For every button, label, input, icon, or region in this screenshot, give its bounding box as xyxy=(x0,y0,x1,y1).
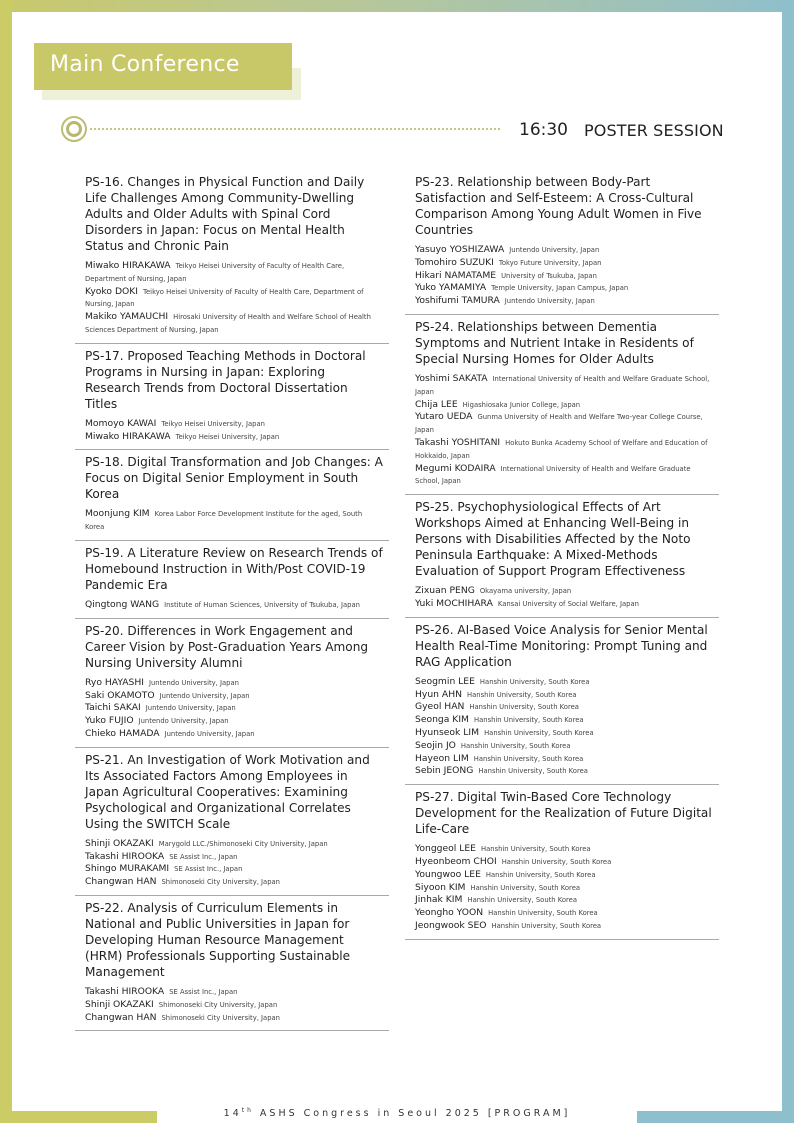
author-affiliation: Hanshin University, South Korea xyxy=(501,857,612,866)
author-affiliation: University of Tsukuba, Japan xyxy=(501,271,597,280)
author-line xyxy=(415,373,713,399)
author-line xyxy=(415,244,713,257)
author-name: Moonjung KIM xyxy=(85,508,150,520)
author-line xyxy=(85,286,383,312)
right-column xyxy=(405,170,719,940)
author-line xyxy=(85,431,383,444)
author-affiliation: Hanshin University, South Korea xyxy=(484,728,594,737)
author-name: Yuko YAMAMIYA xyxy=(415,282,487,294)
author-line xyxy=(85,508,383,534)
session-time: 16:30 xyxy=(519,120,568,140)
poster-title: PS-20. Differences in Work Engagement and Career Vision by Post-Graduation Years Among Nursing University Alumni xyxy=(85,623,369,670)
author-line xyxy=(415,257,713,270)
poster-title: PS-19. A Literature Review on Research Trends of Homebound Instruction in With/Post COVID-19 Pandemic Era xyxy=(85,545,383,592)
author-line xyxy=(415,282,713,295)
author-name: Changwan HAN xyxy=(85,1011,157,1023)
author-affiliation: Hanshin University, South Korea xyxy=(480,845,591,854)
author-affiliation: Hanshin University, South Korea xyxy=(479,677,590,686)
author-line xyxy=(415,765,713,778)
author-name: Youngwoo LEE xyxy=(415,868,481,880)
author-affiliation: International University of Health and Welfare Graduate School, Japan xyxy=(415,464,691,486)
author-affiliation: Hanshin University, South Korea xyxy=(488,909,598,918)
author-name: Takashi HIROOKA xyxy=(85,850,165,862)
poster-entry xyxy=(405,170,719,315)
author-name: Siyoon KIM xyxy=(415,881,466,893)
dotted-divider xyxy=(90,128,500,130)
author-name: Chija LEE xyxy=(415,398,458,410)
author-name: Shingo MURAKAMI xyxy=(85,863,170,875)
author-name: Yasuyo YOSHIZAWA xyxy=(415,244,505,255)
author-affiliation: SE Assist Inc., Japan xyxy=(174,865,243,874)
author-name: Yeongho YOON xyxy=(415,907,484,919)
author-line xyxy=(85,702,383,715)
top-border xyxy=(0,0,794,12)
page-footer xyxy=(0,1107,794,1119)
author-affiliation: Shimonoseki City University, Japan xyxy=(161,1013,280,1022)
author-name: Zixuan PENG xyxy=(415,585,475,597)
author-affiliation: Korea Labor Force Development Institute for the aged, South Korea xyxy=(85,510,363,532)
author-name: Hyun AHN xyxy=(415,688,462,700)
author-affiliation: International University of Health and Welfare Graduate School, Japan xyxy=(415,374,710,396)
author-name: Tomohiro SUZUKI xyxy=(415,256,494,268)
author-affiliation: Juntendo University, Japan xyxy=(148,678,239,687)
author-line xyxy=(85,838,383,851)
author-affiliation: Teikyo Heisei University of Faculty of Health Care, Department of Nursing, Japan xyxy=(85,262,345,283)
author-name: Seogmin LEE xyxy=(415,675,475,687)
author-affiliation: Juntendo University, Japan xyxy=(164,729,255,738)
poster-title: PS-17. Proposed Teaching Methods in Doctoral Programs in Nursing in Japan: Exploring Research Trends from Doctoral Dissertation Titles xyxy=(85,348,366,411)
author-name: Hyunseok LIM xyxy=(415,726,480,738)
footer-ordinal: th xyxy=(241,1107,254,1114)
author-name: Yoshifumi TAMURA xyxy=(415,295,500,307)
author-affiliation: Juntendo University, Japan xyxy=(145,704,236,713)
author-line xyxy=(415,676,713,689)
poster-title: PS-27. Digital Twin-Based Core Technology Development for the Realization of Future Digital Life-Care xyxy=(415,790,712,837)
author-name: Makiko YAMAUCHI xyxy=(85,311,169,323)
author-line xyxy=(85,715,383,728)
left-column xyxy=(75,170,389,1031)
author-affiliation: Kansai University of Social Welfare, Japan xyxy=(497,599,639,608)
poster-title: PS-26. AI-Based Voice Analysis for Senior Mental Health Real-Time Monitoring: Prompt Tuning and RAG Application xyxy=(415,622,708,669)
author-affiliation: Institute of Human Sciences, University of Tsukuba, Japan xyxy=(164,600,360,609)
author-line xyxy=(85,1012,383,1025)
author-name: Jinhak KIM xyxy=(415,894,463,906)
poster-title: PS-25. Psychophysiological Effects of Art Workshops Aimed at Enhancing Well-Being in Persons with Disabilities Affected by the Noto Peninsula Earthquake: A Mixed-Methods Evaluation of Support Program Effectiveness xyxy=(415,500,691,579)
author-name: Kyoko DOKI xyxy=(85,285,138,297)
poster-title: PS-21. An Investigation of Work Motivation and Its Associated Factors Among Employees in Japan Agricultural Cooperatives: Examining Psychological and Organizational Correlates Using the SWITCH Scale xyxy=(85,752,370,831)
right-border xyxy=(782,0,794,1123)
poster-entry xyxy=(75,619,389,748)
author-line xyxy=(415,399,713,412)
author-affiliation: SE Assist Inc., Japan xyxy=(169,987,238,996)
author-name: Chieko HAMADA xyxy=(85,727,160,739)
session-title: POSTER SESSION xyxy=(584,121,724,140)
author-affiliation: Higashiosaka Junior College, Japan xyxy=(462,400,581,409)
poster-entry xyxy=(405,495,719,618)
author-name: Hayeon LIM xyxy=(415,752,469,764)
author-name: Miwako HIRAKAWA xyxy=(85,260,171,271)
author-affiliation: Marygold LLC./Shimonoseki City University, Japan xyxy=(158,839,328,848)
author-line xyxy=(415,894,713,907)
author-line xyxy=(415,882,713,895)
author-line xyxy=(415,411,713,437)
author-line xyxy=(415,740,713,753)
author-line xyxy=(415,437,713,463)
author-affiliation: Juntendo University, Japan xyxy=(504,297,595,306)
author-affiliation: Teikyo Heisei University, Japan xyxy=(161,419,265,428)
session-ring-inner-icon xyxy=(66,121,82,137)
poster-entry xyxy=(75,748,389,896)
author-name: Momoyo KAWAI xyxy=(85,417,157,429)
author-line xyxy=(85,851,383,864)
author-name: Yuki MOCHIHARA xyxy=(415,597,493,609)
author-name: Shinji OKAZAKI xyxy=(85,837,154,849)
poster-entry xyxy=(75,541,389,619)
author-affiliation: Hokuto Bunka Academy School of Welfare and Education of Hokkaido, Japan xyxy=(415,438,708,460)
poster-entry xyxy=(75,450,389,541)
footer-text: ASHS Congress in Seoul 2025 [PROGRAM] xyxy=(253,1108,571,1120)
author-name: Takashi YOSHITANI xyxy=(415,436,501,448)
section-banner-title: Main Conference xyxy=(50,52,240,77)
author-line xyxy=(415,907,713,920)
author-name: Megumi KODAIRA xyxy=(415,462,496,474)
author-name: Taichi SAKAI xyxy=(85,702,141,714)
author-name: Yoshimi SAKATA xyxy=(415,372,488,384)
author-line xyxy=(415,714,713,727)
author-affiliation: Gunma University of Health and Welfare Two-year College Course, Japan xyxy=(415,413,703,435)
author-line xyxy=(85,986,383,999)
author-name: Saki OKAMOTO xyxy=(85,689,155,701)
poster-entry xyxy=(405,618,719,785)
author-line xyxy=(85,418,383,431)
author-affiliation: Juntendo University, Japan xyxy=(159,691,250,700)
author-line xyxy=(85,876,383,889)
author-affiliation: Temple University, Japan Campus, Japan xyxy=(491,284,629,293)
author-name: Changwan HAN xyxy=(85,876,157,888)
author-line xyxy=(415,727,713,740)
author-line xyxy=(415,856,713,869)
author-line xyxy=(415,920,713,933)
author-line xyxy=(415,843,713,856)
author-name: Shinji OKAZAKI xyxy=(85,998,154,1010)
author-name: Seojin JO xyxy=(415,739,456,751)
poster-entry xyxy=(75,170,389,344)
author-affiliation: SE Assist Inc., Japan xyxy=(169,852,238,861)
author-line xyxy=(415,869,713,882)
author-name: Sebin JEONG xyxy=(415,765,474,777)
author-affiliation: Okayama university, Japan xyxy=(479,587,572,596)
author-affiliation: Teikyo Heisei University, Japan xyxy=(175,432,280,441)
author-line xyxy=(415,295,713,308)
author-line xyxy=(415,585,713,598)
author-line xyxy=(85,311,383,337)
author-affiliation: Hanshin University, South Korea xyxy=(460,741,571,750)
author-affiliation: Hirosaki University of Health and Welfare School of Health Sciences Department of Nursing, Japan xyxy=(85,313,371,334)
author-name: Yuko FUJIO xyxy=(85,715,134,727)
author-line xyxy=(85,728,383,741)
poster-title: PS-18. Digital Transformation and Job Changes: A Focus on Digital Senior Employment in South Korea xyxy=(85,455,383,502)
poster-entry xyxy=(405,315,719,495)
author-affiliation: Hanshin University, South Korea xyxy=(466,690,577,699)
left-border xyxy=(0,0,12,1123)
author-affiliation: Teikyo Heisei University of Faculty of Health Care, Department of Nursing, Japan xyxy=(85,287,364,309)
author-line xyxy=(85,599,383,612)
poster-title: PS-23. Relationship between Body-Part Satisfaction and Self-Esteem: A Cross-Cultural Comparison Among Young Adult Women in Five Countries xyxy=(415,175,702,237)
author-name: Seonga KIM xyxy=(415,714,469,726)
poster-entry xyxy=(75,896,389,1031)
author-name: Hyeonbeom CHOI xyxy=(415,855,497,867)
author-affiliation: Hanshin University, South Korea xyxy=(467,896,578,905)
author-name: Hikari NAMATAME xyxy=(415,269,497,281)
author-line xyxy=(85,863,383,876)
author-line xyxy=(415,689,713,702)
author-affiliation: Hanshin University, South Korea xyxy=(473,754,584,763)
author-affiliation: Hanshin University, South Korea xyxy=(469,703,579,712)
author-line xyxy=(415,701,713,714)
author-name: Miwako HIRAKAWA xyxy=(85,430,171,442)
author-line xyxy=(415,270,713,283)
author-name: Qingtong WANG xyxy=(85,598,160,610)
author-affiliation: Hanshin University, South Korea xyxy=(491,921,602,930)
author-affiliation: Juntendo University, Japan xyxy=(138,717,229,726)
author-line xyxy=(415,463,713,489)
poster-entry xyxy=(75,344,389,451)
author-affiliation: Hanshin University, South Korea xyxy=(478,767,588,776)
poster-title: PS-22. Analysis of Curriculum Elements in National and Public Universities in Japan for Developing Human Resource Management (HRM) Professionals Supporting Sustainable Management xyxy=(85,900,351,979)
author-name: Yonggeol LEE xyxy=(415,843,476,855)
author-name: Yutaro UEDA xyxy=(415,411,473,423)
poster-title: PS-24. Relationships between Dementia Symptoms and Nutrient Intake in Residents of Special Nursing Homes for Older Adults xyxy=(415,319,694,366)
author-line xyxy=(415,598,713,611)
author-affiliation: Tokyo Future University, Japan xyxy=(498,258,602,267)
author-name: Takashi HIROOKA xyxy=(85,985,165,997)
author-affiliation: Hanshin University, South Korea xyxy=(473,716,584,725)
poster-entry xyxy=(405,785,719,940)
author-line xyxy=(85,690,383,703)
author-affiliation: Hanshin University, South Korea xyxy=(470,883,581,892)
author-line xyxy=(85,260,383,286)
author-line xyxy=(415,753,713,766)
footer-number: 14 xyxy=(223,1108,242,1120)
author-line xyxy=(85,677,383,690)
poster-title: PS-16. Changes in Physical Function and Daily Life Challenges Among Community-Dwelling Adults and Older Adults with Spinal Cord Disorders in Japan: Focus on Mental Health Status and Chronic Pain xyxy=(85,175,365,253)
author-affiliation: Shimonoseki City University, Japan xyxy=(161,878,280,887)
author-name: Jeongwook SEO xyxy=(415,919,487,931)
author-affiliation: Shimonoseki City University, Japan xyxy=(158,1000,278,1009)
author-name: Ryo HAYASHI xyxy=(85,676,144,688)
author-affiliation: Juntendo University, Japan xyxy=(509,246,600,254)
author-affiliation: Hanshin University, South Korea xyxy=(485,870,596,879)
author-name: Gyeol HAN xyxy=(415,701,465,713)
author-line xyxy=(85,999,383,1012)
